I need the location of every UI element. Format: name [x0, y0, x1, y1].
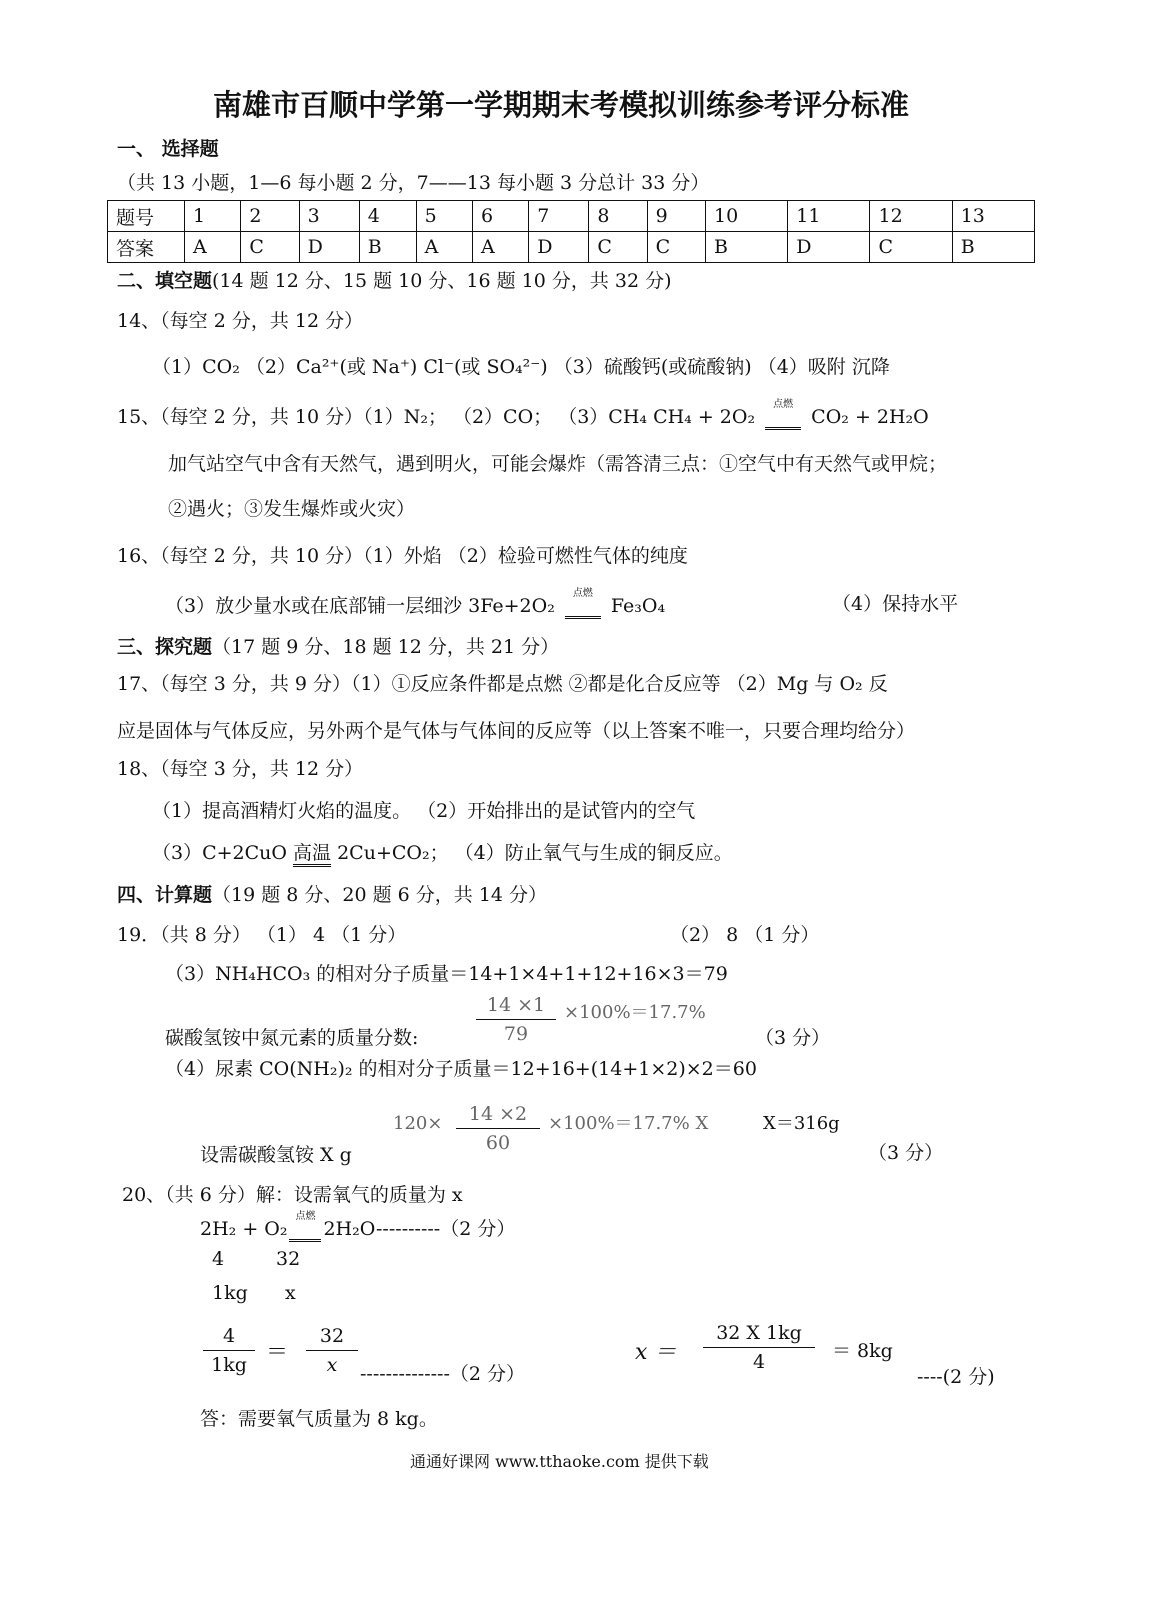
q19-head: 19．（共 8 分） （1） 4 （1 分） [117, 924, 407, 946]
q20-fraction-a-den: 1kg [211, 1354, 247, 1376]
q19-fraction-1 [476, 994, 556, 1045]
q20-result: ＝ 8kg [832, 1340, 893, 1362]
question-number-cell: 8 [589, 201, 647, 232]
q15-line2: 加气站空气中含有天然气，遇到明火，可能会爆炸（需答清三点：①空气中有天然气或甲烷； [168, 453, 948, 475]
answer-cell: A [472, 232, 528, 263]
q16-condition-text: 点燃 [572, 588, 593, 599]
q20-condition [289, 1211, 321, 1242]
answer-table [107, 200, 1035, 263]
section-4-heading: 四、计算题 [117, 884, 213, 906]
q20-ratio-b-right: x [285, 1282, 296, 1304]
q20-eq-left: 2H₂ + O₂ [200, 1218, 288, 1240]
row-label-answer: 答案 [108, 232, 185, 263]
footer: 通通好课网 www.tthaoke.com 提供下载 [410, 1452, 709, 1471]
section-4-note: （19 题 8 分、20 题 6 分，共 14 分） [212, 884, 548, 906]
q20-score-1: --------------（2 分） [360, 1363, 526, 1385]
q20-ratio-a-left: 4 [212, 1248, 225, 1270]
q16-condition [565, 588, 601, 619]
q15-line3: ②遇火；③发生爆炸或火灾） [168, 498, 416, 520]
page-title: 南雄市百顺中学第一学期期末考模拟训练参考评分标准 [213, 88, 910, 122]
q15-text: 15、（每空 2 分，共 10 分）（1）N₂； （2）CO； （3）CH₄ CH₄ + 2O₂ [117, 406, 756, 428]
fraction-bar [203, 1350, 255, 1351]
answer-cell: D [788, 232, 870, 263]
q19-fraction-2-pre: 120× [393, 1113, 443, 1134]
question-number-cell: 13 [952, 201, 1034, 232]
table-row-answers [108, 232, 1035, 263]
section-2-heading-line [117, 270, 672, 293]
answer-cell: B [706, 232, 788, 263]
q20-fraction-c-den: 4 [752, 1351, 766, 1373]
q20-equals-1: ＝ [266, 1340, 289, 1365]
answer-cell: B [359, 232, 416, 263]
section-3-heading: 三、探究题 [117, 636, 213, 658]
question-number-cell: 1 [185, 201, 241, 232]
question-number-cell: 12 [870, 201, 952, 232]
answer-cell: D [529, 232, 589, 263]
q19-fraction-1-den: 79 [503, 1023, 529, 1045]
q20-fraction-c [703, 1322, 815, 1373]
q20-fraction-a [203, 1325, 255, 1376]
section-1-note: （共 13 小题，1—6 每小题 2 分，7——13 每小题 3 分总计 33 分） [117, 172, 710, 194]
question-number-cell: 11 [788, 201, 870, 232]
section-3-heading-line [117, 636, 559, 659]
q20-eq-right: 2H₂O----------（2 分） [323, 1218, 516, 1240]
q18-head: 18、（每空 3 分，共 12 分） [117, 758, 364, 780]
q19-mass-fraction-label: 碳酸氢铵中氮元素的质量分数: [165, 1027, 419, 1049]
section-1-heading: 一、 选择题 [117, 138, 219, 160]
q19-fraction-2-num: 14 ×2 [468, 1103, 528, 1125]
q20-fraction-b-num: 32 [319, 1325, 345, 1347]
q19-fraction-1-num: 14 ×1 [486, 994, 546, 1016]
q14-head: 14、（每空 2 分，共 12 分） [117, 310, 364, 332]
section-2-heading: 二、填空题 [117, 270, 213, 292]
q16-head: 16、（每空 2 分，共 10 分）（1）外焰 （2）检验可燃性气体的纯度 [117, 545, 688, 567]
q15-head [117, 399, 929, 430]
question-number-cell: 3 [299, 201, 359, 232]
q20-ratio-b-left: 1kg [212, 1282, 248, 1304]
q19-head-right: （2） 8 （1 分） [670, 924, 820, 946]
q19-fraction-2 [456, 1103, 540, 1154]
q18-line2-b: 2Cu+CO₂； （4）防止氧气与生成的铜反应。 [331, 842, 733, 864]
answer-cell: C [241, 232, 299, 263]
q20-fraction-b-den: x [326, 1354, 338, 1376]
q20-score-2: ----(2 分) [917, 1366, 995, 1388]
q19-line3: （3）NH₄HCO₃ 的相对分子质量＝14+1×4+1+12+16×3＝79 [165, 963, 728, 985]
q19-score-3: （3 分） [755, 1027, 831, 1049]
q19-fraction-2-den: 60 [485, 1132, 511, 1154]
table-row-numbers [108, 201, 1035, 232]
q19-fraction-1-tail: ×100%＝17.7% [564, 1002, 706, 1023]
fraction-bar [306, 1350, 358, 1351]
q20-ratio-a-right: 32 [276, 1248, 301, 1270]
question-number-cell: 10 [706, 201, 788, 232]
q16-line2-mid: Fe₃O₄ [610, 595, 666, 617]
q16-line2 [165, 588, 666, 619]
answer-cell: D [299, 232, 359, 263]
answer-cell: B [952, 232, 1034, 263]
q19-score-3b: （3 分） [868, 1142, 944, 1164]
q19-line4: （4）尿素 CO(NH₂)₂ 的相对分子质量＝12+16+(14+1×2)×2＝60 [165, 1058, 757, 1080]
section-4-heading-line [117, 884, 547, 907]
q20-head: 20、（共 6 分）解：设需氧气的质量为 x [122, 1184, 463, 1206]
question-number-cell: 6 [472, 201, 528, 232]
q16-line2-left: （3）放少量水或在底部铺一层细沙 3Fe+2O₂ [165, 595, 555, 617]
answer-cell: A [185, 232, 241, 263]
q18-line2-a: （3）C+2CuO [152, 842, 294, 864]
answer-cell: C [870, 232, 952, 263]
q15-eq-right: CO₂ + 2H₂O [811, 406, 929, 428]
q18-line2 [152, 842, 733, 865]
answer-cell: A [416, 232, 472, 263]
q19-result: X＝316g [763, 1113, 840, 1134]
question-number-cell: 2 [241, 201, 299, 232]
question-number-cell: 7 [529, 201, 589, 232]
q20-x-equals: x ＝ [635, 1340, 677, 1365]
fraction-bar [476, 1019, 556, 1020]
question-number-cell: 9 [647, 201, 705, 232]
q20-equation [200, 1211, 516, 1242]
q14-answer: （1）CO₂ （2）Ca²⁺(或 Na⁺) Cl⁻(或 SO₄²⁻) （3）硫酸钙(或硫酸钠) （4）吸附 沉降 [152, 356, 890, 378]
answer-cell: C [589, 232, 647, 263]
fraction-bar [703, 1347, 815, 1348]
q19-set-x: 设需碳酸氢铵 X g [200, 1144, 352, 1166]
q20-answer: 答：需要氧气质量为 8 kg。 [200, 1408, 438, 1430]
question-number-cell: 4 [359, 201, 416, 232]
fraction-bar [456, 1128, 540, 1129]
section-3-note: （17 题 9 分、18 题 12 分，共 21 分） [212, 636, 560, 658]
question-number-cell: 5 [416, 201, 472, 232]
q20-condition-text: 点燃 [295, 1211, 316, 1222]
q15-condition-text: 点燃 [773, 399, 794, 410]
q16-line2-right: （4）保持水平 [832, 593, 959, 615]
q17-line2: 应是固体与气体反应，另外两个是气体与气体间的反应等（以上答案不唯一，只要合理均给分） [117, 720, 916, 742]
q17-line1: 17、（每空 3 分，共 9 分）（1）①反应条件都是点燃 ②都是化合反应等 （2）Mg 与 O₂ 反 [117, 673, 888, 695]
q19-fraction-2-tail: ×100%＝17.7% X [548, 1113, 709, 1134]
q20-fraction-a-num: 4 [222, 1325, 236, 1347]
section-2-note: (14 题 12 分、15 题 10 分、16 题 10 分，共 32 分) [212, 270, 672, 292]
answer-cell: C [647, 232, 705, 263]
q20-fraction-c-num: 32 X 1kg [716, 1322, 802, 1344]
q20-fraction-b [306, 1325, 358, 1376]
q18-condition: 高温 [293, 842, 331, 867]
q15-condition [765, 399, 801, 430]
q18-line1: （1）提高酒精灯火焰的温度。 （2）开始排出的是试管内的空气 [152, 800, 696, 822]
row-label-number: 题号 [108, 201, 185, 232]
